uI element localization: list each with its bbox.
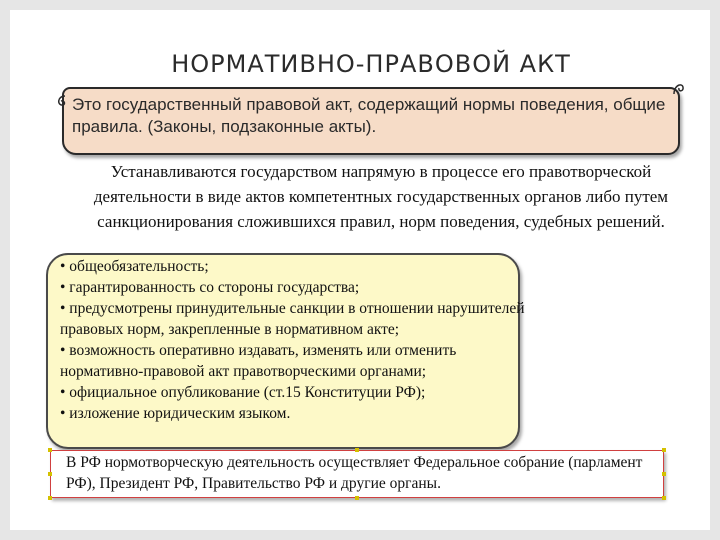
property-item: • возможность оперативно издавать, изменять или отменить нормативно-правовой акт правотворческими органами;: [60, 342, 457, 380]
slide-title: НОРМАТИВНО-ПРАВОВОЙ АКТ: [171, 50, 571, 78]
selection-handle-icon[interactable]: [662, 448, 666, 452]
scroll-curl-left-icon: [55, 94, 67, 108]
selection-handle-icon[interactable]: [48, 448, 52, 452]
establishment-paragraph: Устанавливаются государством напрямую в процессе его правотворческой деятельности в виде актов компетентных государственных органов либо путем санкционирования сложившихся правил, норм поведения, судебных решений.: [93, 162, 669, 231]
selection-handle-icon[interactable]: [48, 496, 52, 500]
properties-list: [60, 256, 530, 424]
selection-handle-icon[interactable]: [355, 448, 359, 452]
property-item: • предусмотрены принудительные санкции в отношении нарушителей правовых норм, закрепленные в нормативном акте;: [60, 300, 525, 338]
property-item: • общеобязательность;: [60, 258, 209, 275]
selection-handle-icon[interactable]: [662, 472, 666, 476]
selection-handle-icon[interactable]: [355, 496, 359, 500]
selection-handle-icon[interactable]: [48, 472, 52, 476]
definition-text: Это государственный правовой акт, содержащий нормы поведения, общие правила. (Законы, подзаконные акты).: [72, 95, 666, 136]
property-item: • гарантированность со стороны государства;: [60, 279, 360, 296]
property-item: • официальное опубликование (ст.15 Конституции РФ);: [60, 384, 426, 401]
definition-scroll-box: [62, 87, 680, 155]
property-item: • изложение юридическим языком.: [60, 405, 291, 422]
scroll-curl-top-right-icon: [672, 80, 686, 96]
selection-handle-icon[interactable]: [662, 496, 666, 500]
bodies-text: В РФ нормотворческую деятельность осуществляет Федеральное собрание (парламент РФ), Президент РФ, Правительство РФ и другие органы.: [66, 454, 643, 492]
